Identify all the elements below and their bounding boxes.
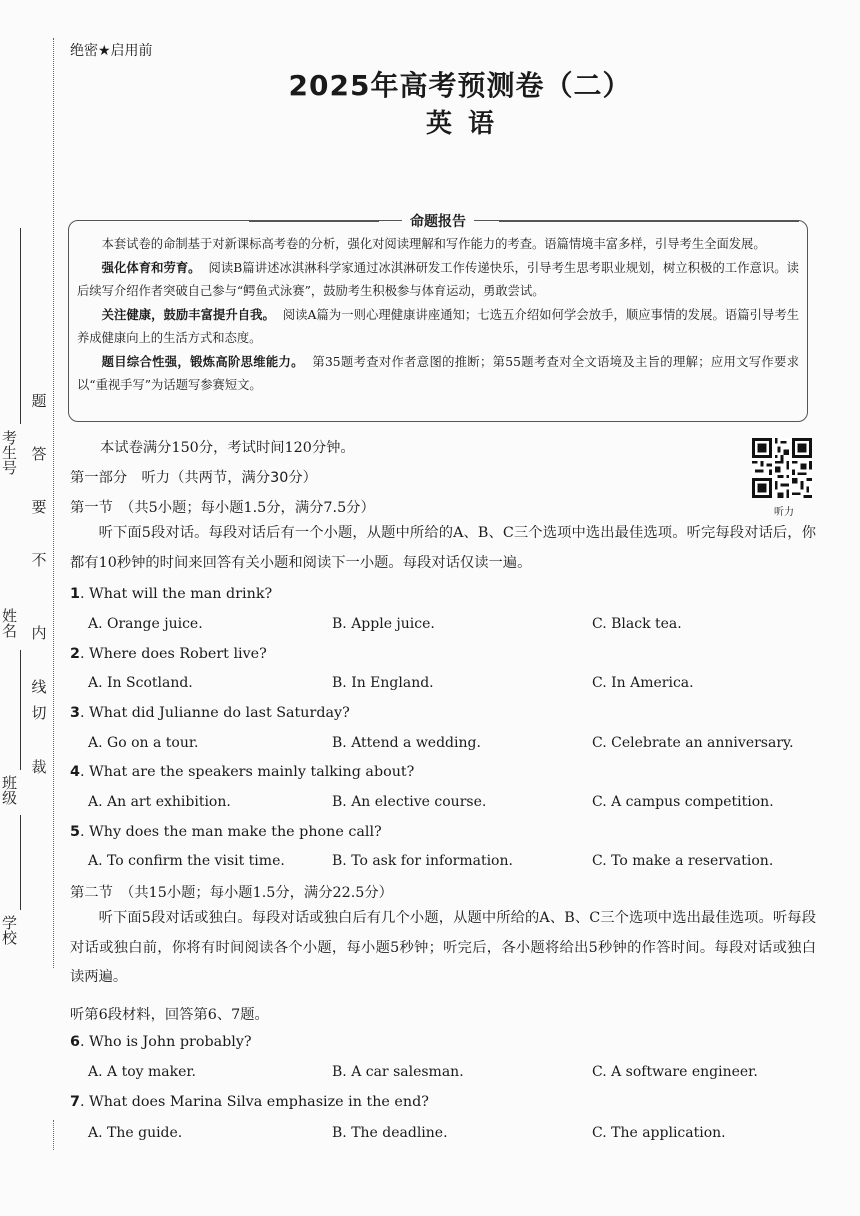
- section1-title: 第一节 （共5小题；每小题1.5分，满分7.5分）: [70, 500, 375, 516]
- cut-line-lower: [53, 1120, 54, 1150]
- option-5a[interactable]: A. To confirm the visit time.: [88, 853, 285, 869]
- option-1b[interactable]: B. Apple juice.: [332, 616, 435, 632]
- qr-label: 听力: [774, 507, 794, 518]
- material-note: 听第6段材料，回答第6、7题。: [70, 1007, 269, 1023]
- cut-line: [53, 38, 54, 968]
- option-4c[interactable]: C. A campus competition.: [592, 794, 774, 810]
- option-3a[interactable]: A. Go on a tour.: [88, 735, 199, 751]
- report-intro: 本套试卷的命制基于对新课标高考卷的分析，强化对阅读理解和写作能力的考查。语篇情境丰富多样，引导考生全面发展。: [101, 237, 766, 251]
- field-label-school: 学校: [0, 915, 18, 945]
- confidential-mark: 绝密★启用前: [70, 43, 153, 59]
- section2-instructions: 听下面5段对话或独白。每段对话或独白后有几个小题，从题中所给的A、B、C三个选项中选出最佳选项。听每段对话或独白前，你将有时间阅读各个小题，每小题5秒钟；听完后，各小题将给出5秒钟的作答时间。每段对话或独白读两遍。: [70, 910, 816, 985]
- part1-title: 第一部分 听力（共两节，满分30分）: [70, 470, 317, 486]
- option-2b[interactable]: B. In England.: [332, 675, 434, 691]
- exam-report-box: [68, 214, 808, 422]
- option-3b[interactable]: B. Attend a wedding.: [332, 735, 481, 751]
- exam-title: 2025年高考预测卷（二）: [288, 69, 632, 102]
- option-2c[interactable]: C. In America.: [592, 675, 694, 691]
- qr-code-icon[interactable]: [752, 438, 812, 498]
- option-2a[interactable]: A. In Scotland.: [88, 675, 193, 691]
- option-5c[interactable]: C. To make a reservation.: [592, 853, 774, 869]
- option-4b[interactable]: B. An elective course.: [332, 794, 487, 810]
- option-7a[interactable]: A. The guide.: [88, 1125, 183, 1141]
- option-5b[interactable]: B. To ask for information.: [332, 853, 513, 869]
- question-2: 2. Where does Robert live?: [70, 646, 267, 662]
- subject-title: 英语: [425, 109, 510, 139]
- question-7: 7. What does Marina Silva emphasize in the end?: [70, 1094, 429, 1110]
- section2-title: 第二节 （共15小题；每小题1.5分，满分22.5分）: [70, 885, 393, 901]
- option-1a[interactable]: A. Orange juice.: [88, 616, 203, 632]
- question-4: 4. What are the speakers mainly talking about?: [70, 764, 415, 780]
- exam-info: 本试卷满分150分，考试时间120分钟。: [100, 440, 355, 456]
- option-6c[interactable]: C. A software engineer.: [592, 1064, 758, 1080]
- question-3: 3. What did Julianne do last Saturday?: [70, 705, 350, 721]
- question-6: 6. Who is John probably?: [70, 1034, 252, 1050]
- question-5: 5. Why does the man make the phone call?: [70, 824, 382, 840]
- section1-instructions: 听下面5段对话。每段对话后有一个小题，从题中所给的A、B、C三个选项中选出最佳选项。听完每段对话后，你都有10秒钟的时间来回答有关小题和阅读下一小题。每段对话仅读一遍。: [70, 525, 816, 571]
- option-7b[interactable]: B. The deadline.: [332, 1125, 448, 1141]
- option-1c[interactable]: C. Black tea.: [592, 616, 682, 632]
- field-line-class[interactable]: [20, 815, 21, 910]
- report-item: 题目综合性强，锻炼高阶思维能力。 第35题考查对作者意图的推断；第55题考查对全文语境及主旨的理解；应用文写作要求以“重视手写”为话题写参赛短文。: [77, 354, 799, 392]
- field-label-exam-number: 考生号: [0, 430, 18, 475]
- option-3c[interactable]: C. Celebrate an anniversary.: [592, 735, 794, 751]
- option-6b[interactable]: B. A car salesman.: [332, 1064, 464, 1080]
- option-7c[interactable]: C. The application.: [592, 1125, 726, 1141]
- report-item: 关注健康，鼓励丰富提升自我。 阅读A篇为一则心理健康讲座通知；七选五介绍如何学会放手，顺应事情的发展。语篇引导考生养成健康向上的生活方式和态度。: [77, 307, 799, 345]
- field-line-exam-number[interactable]: [20, 228, 21, 424]
- field-label-name: 姓名: [0, 608, 18, 638]
- field-label-class: 班级: [0, 775, 18, 805]
- field-line-name[interactable]: [20, 650, 21, 770]
- question-1: 1. What will the man drink?: [70, 586, 273, 602]
- option-4a[interactable]: A. An art exhibition.: [88, 794, 231, 810]
- binding-margin: 考生号 姓名 班级 学校 题 答 要 不 内 线 切 裁: [0, 0, 58, 1216]
- report-heading: 命题报告: [69, 211, 807, 231]
- option-6a[interactable]: A. A toy maker.: [88, 1064, 196, 1080]
- report-item: 强化体育和劳育。 阅读B篇讲述冰淇淋科学家通过冰淇淋研发工作传递快乐，引导考生思考职业规划，树立积极的工作意识。读后续写介绍作者突破自己参与“鳄鱼式泳赛”，鼓励考生积极参与体育运动，勇敢尝试。: [77, 260, 799, 298]
